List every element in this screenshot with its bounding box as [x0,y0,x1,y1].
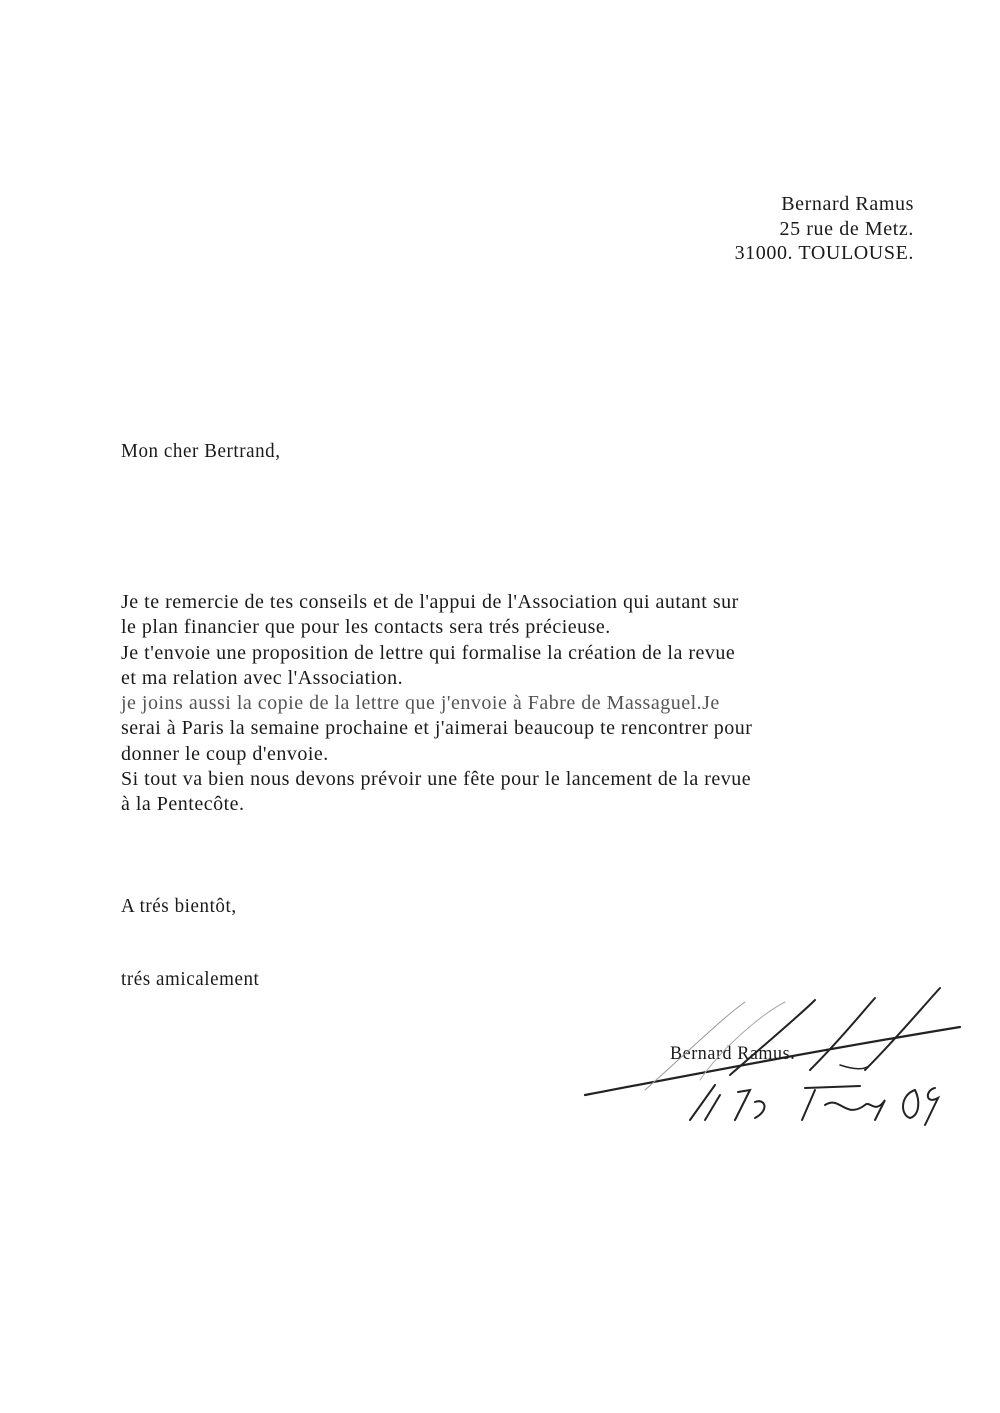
closing-greeting: A trés bientôt, [121,895,237,917]
sender-street: 25 rue de Metz. [779,217,914,240]
sender-address [735,192,914,266]
greeting: Mon cher Bertrand, [121,440,281,462]
sender-name: Bernard Ramus [781,193,914,215]
body-line: serai à Paris la semaine prochaine et j'aimerai beaucoup te rencontrer pour [121,717,753,740]
handwritten-signature-and-date [570,980,990,1140]
body-line: et ma relation avec l'Association. [121,666,404,689]
closing-regards: trés amicalement [121,968,260,990]
body-line: Je t'envoie une proposition de lettre qui formalise la création de la revue [121,641,736,664]
body-line: je joins aussi la copie de la lettre que j'envoie à Fabre de Massaguel.Je [121,692,720,715]
body-line: Je te remercie de tes conseils et de l'appui de l'Association qui autant sur [121,591,739,613]
body-line: le plan financier que pour les contacts sera trés précieuse. [121,616,611,639]
body-line: à la Pentecôte. [121,793,245,816]
signature-typed-name: Bernard Ramus. [670,1043,796,1064]
body-line: Si tout va bien nous devons prévoir une fête pour le lancement de la revue [121,768,752,791]
sender-city: 31000. TOULOUSE. [734,242,914,264]
body-line: donner le coup d'envoie. [121,742,329,765]
letter-body [121,590,752,818]
